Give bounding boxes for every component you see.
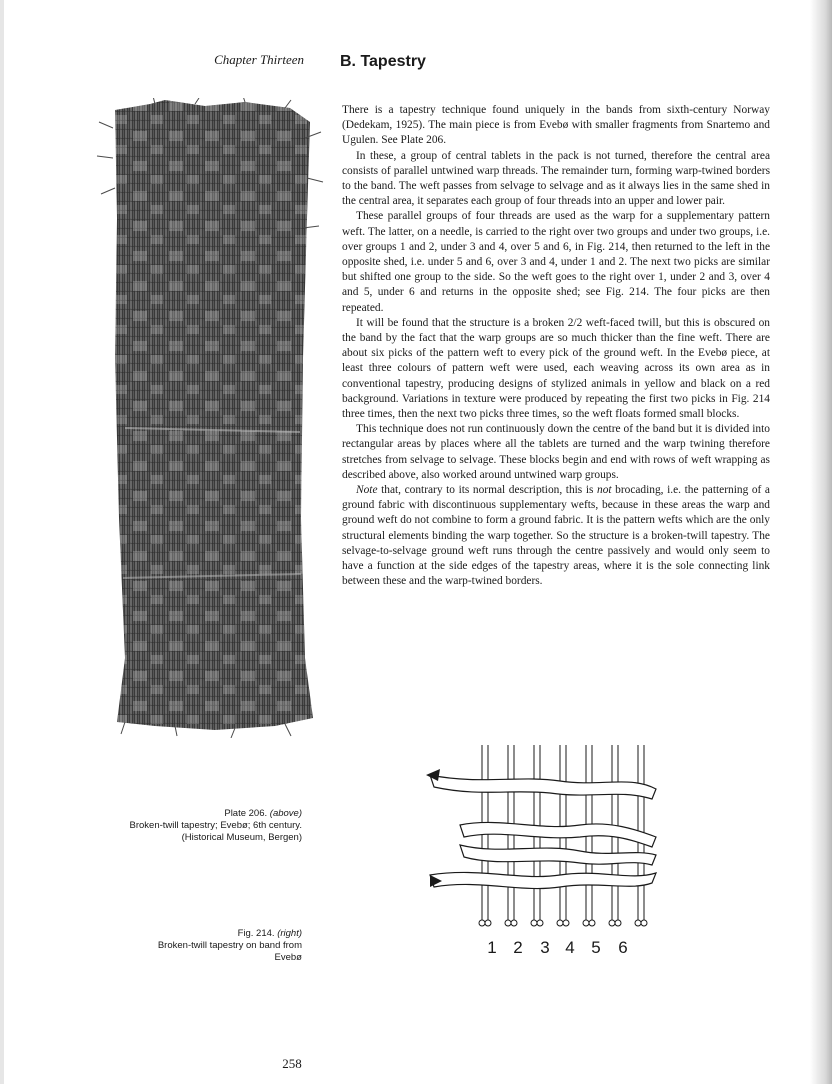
body-text (342, 103, 770, 590)
fig-group-numbers (480, 938, 650, 962)
note-paragraph: Note that, contrary to its normal description, this is not brocading, i.e. the patterning of a ground fabric with discontinuous supplementary wefts, because in these areas the warp and ground weft do not combine to form a ground fabric. It is the pattern wefts which are the only structural elements binding the warp together. So the structure is a broken-twill tapestry. The selvage-to-selvage ground weft runs through the centre passively and would only seem to have a function at the side edges of the tapestry areas, where it is the sole connecting link between these and the warp-twined borders. (342, 484, 770, 588)
plate-206-caption: Plate 206. (above) Broken-twill tapestry; Evebø; 6th century. (Historical Museum, Bergen) (129, 808, 302, 843)
paragraph: In these, a group of central tablets in the pack is not turned, therefore the central area consists of parallel untwined warp threads. The remainder turn, forming warp-twined borders to the band. The weft passes from selvage to selvage and as it always lies in the same shed in the central area, it separates each group of four threads into an upper and lower pair. (342, 149, 770, 208)
note-word: Note (356, 484, 378, 497)
fig-214-caption: Fig. 214. (right) Broken-twill tapestry on band from Evebø (157, 928, 302, 963)
page-gutter-shadow (810, 0, 832, 1084)
chapter-label: Chapter Thirteen (214, 52, 304, 67)
page-number: 258 (282, 1056, 302, 1071)
not-word: not (597, 484, 612, 497)
group-number: 3 (540, 938, 550, 957)
fig-214-diagram (420, 745, 670, 935)
group-number: 5 (591, 938, 601, 957)
section-title: B. Tapestry (340, 53, 426, 70)
paragraph: There is a tapestry technique found uniquely in the bands from sixth-century Norway (Dedekam, 1925). The main piece is from Evebø with smaller fragments from Snartemo and Ugulen. See Plate 206. (342, 104, 770, 147)
plate-206-photo (95, 98, 325, 738)
group-number: 2 (513, 938, 523, 957)
warp-ends (479, 920, 647, 926)
pattern-weft (430, 775, 656, 889)
group-number: 6 (618, 938, 628, 957)
paragraph: This technique does not run continuously down the centre of the band but it is divided into rectangular areas by places where all the tablets are turned and the warp twining therefore stretches from selvage to selvage. These blocks begin and end with rows of weft wrapping as described above, also worked around untwined warp groups. (342, 423, 770, 481)
paragraph: It will be found that the structure is a broken 2/2 weft-faced twill, but this is obscured on the band by the fact that the warp groups are so much thicker than the fine weft. There are about six picks of the pattern weft to every pick of the ground weft. In the Evebø piece, at least three colours of pattern weft were used, each weaving across its own area as in conventional tapestry, producing designs of stylized animals in yellow and black on a red background. Variations in texture were produced by repeating the first two picks in Fig. 214 three times, then the next two picks three times, so the weft floats formed small blocks. (342, 316, 770, 421)
group-number: 1 (487, 938, 497, 957)
paragraph: These parallel groups of four threads are used as the warp for a supplementary pattern weft. The latter, on a needle, is carried to the right over two groups and under two groups, i.e. over groups 1 and 2, under 3 and 4, over 5 and 6, in Fig. 214, then returned to the left in the opposite shed, i.e. under 5 and 6, over 3 and 4, under 1 and 2. The next two picks are similar but shifted one group to the side. So the weft goes to the right over 1, under 2 and 3, over 4 and 5, under 6 and returns in the opposite shed; see Fig. 214. The four picks are then repeated. (342, 210, 770, 314)
group-number: 4 (565, 938, 575, 957)
page-left-edge (0, 0, 4, 1084)
